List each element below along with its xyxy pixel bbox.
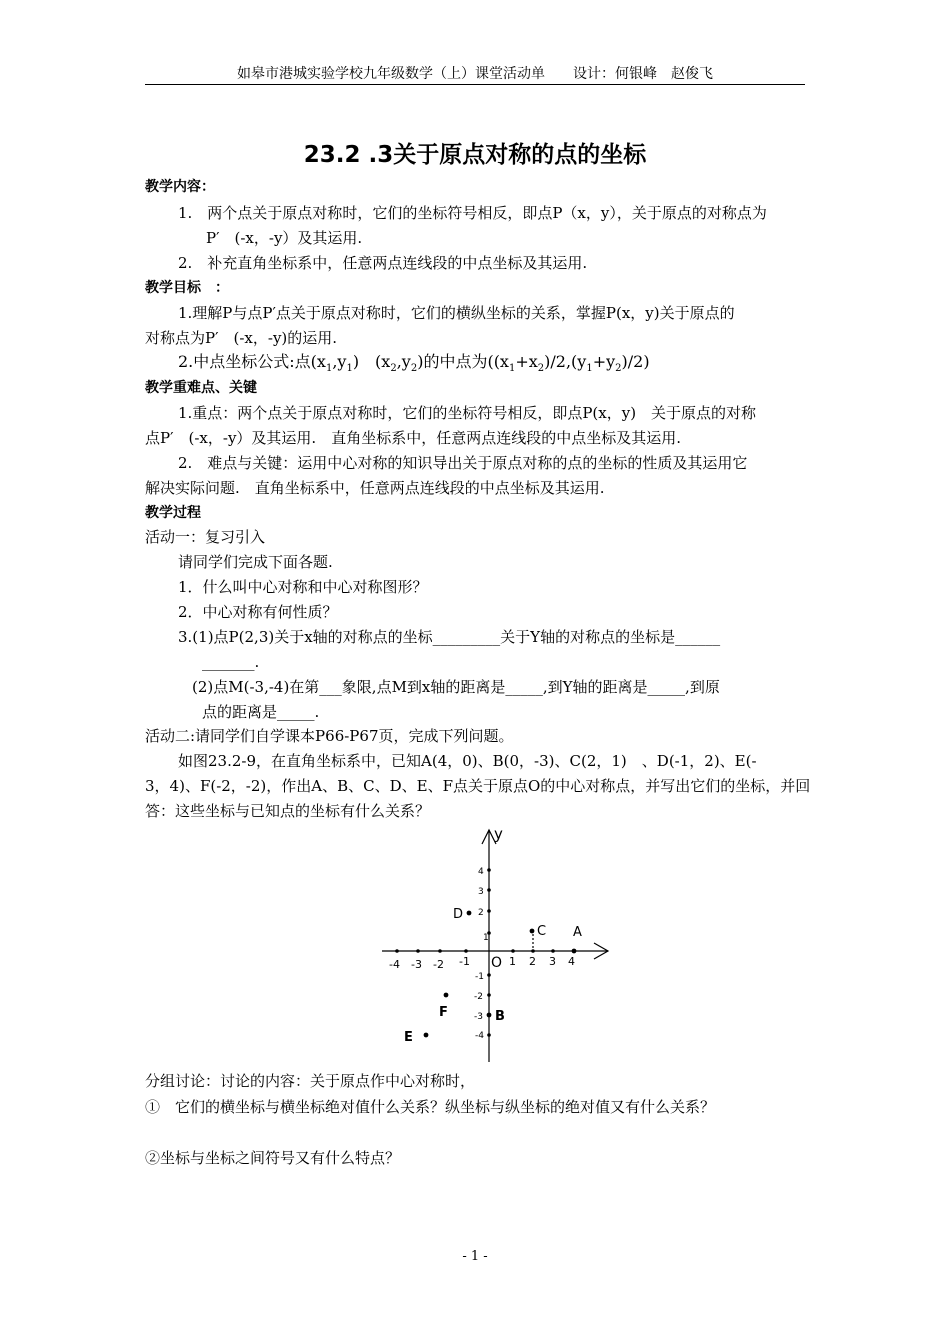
point-c xyxy=(530,929,535,934)
point-f-label: F xyxy=(439,1005,448,1020)
content-item-2: 2. 补充直角坐标系中，任意两点连线段的中点坐标及其运用. xyxy=(178,254,588,272)
point-b-label: B xyxy=(495,1009,505,1024)
point-a-label: A xyxy=(573,925,582,940)
y-tick-label: 2 xyxy=(478,908,484,918)
key-item-2: 2. 难点与关键：运用中心对称的知识导出关于原点对称的点的坐标的性质及其运用它 xyxy=(178,454,748,472)
page-header: 如皋市港城实验学校九年级数学（上）课堂活动单 设计：何银峰 赵俊飞 xyxy=(145,64,805,85)
key-item-1-cont: 点P′ (-x，-y）及其运用. 直角坐标系中，任意两点连线段的中点坐标及其运用. xyxy=(145,429,681,447)
point-d-label: D xyxy=(453,907,464,922)
key-item-1: 1.重点：两个点关于原点对称时，它们的坐标符号相反，即点P(x，y) 关于原点的对称 xyxy=(178,404,757,422)
point-b xyxy=(487,1013,492,1018)
point-f xyxy=(444,993,449,998)
heading-content: 教学内容： xyxy=(145,179,215,195)
x-tick-label: 3 xyxy=(549,955,556,968)
point-e xyxy=(424,1033,429,1038)
x-tick-label: 2 xyxy=(529,955,536,968)
origin-label: O xyxy=(491,955,503,971)
point-c-label: C xyxy=(537,924,547,939)
page-title: 23.2 .3关于原点对称的点的坐标 xyxy=(303,142,647,168)
x-tick-label: -3 xyxy=(411,958,422,971)
question-1: 1．什么叫中心对称和中心对称图形？ xyxy=(178,578,428,596)
question-3-1-cont: _______. xyxy=(202,653,260,671)
x-tick-label: 4 xyxy=(568,955,575,968)
content-item-1: 1. 两个点关于原点对称时，它们的坐标符号相反，即点P（x，y），关于原点的对称点为 xyxy=(178,204,767,222)
question-3-2: (2)点M(-3,-4)在第___象限,点M到x轴的距离是_____,到Y轴的距离是_____,到原 xyxy=(192,678,720,696)
y-tick-label: -2 xyxy=(474,992,483,1002)
y-tick-label: 4 xyxy=(478,867,484,877)
y-tick-label: -3 xyxy=(474,1012,483,1022)
goal-item-1: 1.理解P与点P′点关于原点对称时，它们的横纵坐标的关系，掌握P(x，y)关于原点的 xyxy=(178,304,735,322)
goal-item-2-midpoint: 2.中点坐标公式:点$(x_1,y_1)$ $(x_2,y_2)$的中点为$((x_1+x_2)/2,(y_1+y_2)/2)$ xyxy=(178,352,650,375)
activity-2: 活动二:请同学们自学课本P66-P67页，完成下列问题。 xyxy=(145,727,514,745)
key-item-2-cont: 解决实际问题. 直角坐标系中，任意两点连线段的中点坐标及其运用. xyxy=(145,479,605,497)
discussion-question-2: ②坐标与坐标之间符号又有什么特点？ xyxy=(145,1149,401,1167)
x-tick-label: 1 xyxy=(509,955,516,968)
heading-process: 教学过程 xyxy=(145,505,201,521)
question-3-1: 3.(1)点P(2,3)关于x轴的对称点的坐标_________关于Y轴的对称点的坐标是______ xyxy=(178,628,721,646)
x-tick-label: -4 xyxy=(389,958,400,971)
discussion-intro: 分组讨论：讨论的内容：关于原点作中心对称时， xyxy=(145,1072,476,1090)
point-d xyxy=(467,911,472,916)
question-3-2-cont: 点的距离是_____. xyxy=(202,703,320,721)
x-tick-label: -2 xyxy=(433,958,444,971)
activity-2-text-3: 答：这些坐标与已知点的坐标有什么关系？ xyxy=(145,802,431,820)
point-e-label: E xyxy=(404,1030,413,1045)
point-a xyxy=(572,949,577,954)
y-tick-label: -4 xyxy=(475,1031,484,1041)
y-tick-label: 3 xyxy=(478,887,484,897)
activity-2-text-2: 3，4)、F(-2，-2)，作出A、B、C、D、E、F点关于原点O的中心对称点，并写出它们的坐标，并回 xyxy=(145,777,811,795)
x-tick-label: -1 xyxy=(459,955,470,968)
activity-2-text-1: 如图23.2-9，在直角坐标系中，已知A(4，0)、B(0，-3)、C(2，1) 、D(-1，2)、E(- xyxy=(178,752,757,770)
heading-key: 教学重难点、关键 xyxy=(145,380,257,396)
content-item-1-cont: P′ (-x，-y）及其运用. xyxy=(206,229,363,247)
heading-goal: 教学目标 ： xyxy=(145,280,229,296)
goal-item-1-cont: 对称点为P′ (-x，-y)的运用. xyxy=(145,329,338,347)
y-axis-label: y xyxy=(494,825,503,843)
question-2: 2．中心对称有何性质？ xyxy=(178,603,338,621)
activity-1: 活动一：复习引入 xyxy=(145,528,266,546)
activity-1-intro: 请同学们完成下面各题. xyxy=(178,553,333,571)
y-tick-label: 1 xyxy=(483,933,489,943)
coordinate-graph xyxy=(370,822,620,1072)
discussion-question-1: ① 它们的横坐标与横坐标绝对值什么关系？纵坐标与纵坐标的绝对值又有什么关系？ xyxy=(145,1098,716,1116)
page-number: - 1 - xyxy=(462,1249,488,1264)
y-tick-label: -1 xyxy=(475,972,484,982)
